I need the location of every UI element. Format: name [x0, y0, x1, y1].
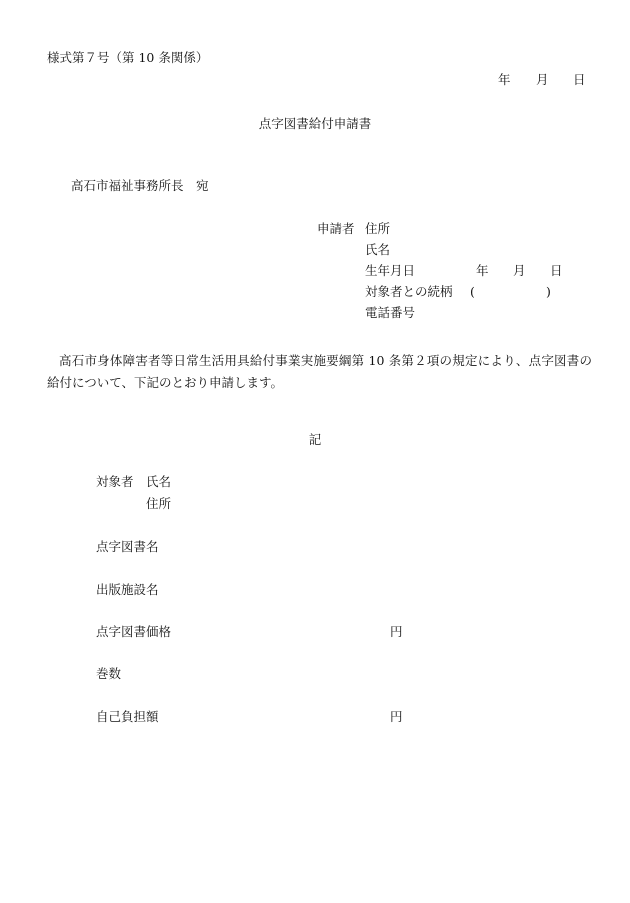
target-address-label: 住所: [146, 496, 172, 511]
date-day-label: 日: [573, 72, 586, 87]
applicant-name-label: 氏名: [365, 242, 391, 257]
birthdate-day-label: 日: [550, 263, 563, 278]
relationship-close-paren: ): [546, 284, 551, 299]
ki-heading: 記: [308, 432, 322, 447]
relationship-open-paren: (: [470, 284, 475, 299]
volumes-label: 巻数: [96, 666, 122, 681]
braille-book-title-label: 点字図書名: [96, 539, 159, 554]
self-pay-unit: 円: [390, 709, 403, 724]
applicant-phone-label: 電話番号: [365, 305, 416, 320]
addressee: 高石市福祉事務所長 宛: [71, 178, 209, 193]
birthdate-year-label: 年: [476, 263, 489, 278]
book-price-unit: 円: [390, 624, 403, 639]
document-title: 点字図書給付申請書: [258, 116, 372, 131]
relationship-label: 対象者との続柄: [365, 284, 453, 299]
date-month-label: 月: [536, 72, 549, 87]
target-person-label: 対象者: [96, 474, 134, 489]
self-pay-label: 自己負担額: [96, 709, 159, 724]
target-name-label: 氏名: [146, 474, 172, 489]
application-statement: 高石市身体障害者等日常生活用具給付事業実施要綱第 10 条第２項の規定により、点字図書の給付について、下記のとおり申請します。: [47, 353, 592, 390]
book-price-label: 点字図書価格: [96, 624, 172, 639]
date-year-label: 年: [498, 72, 511, 87]
form-number-label: 様式第７号（第 10 条関係）: [47, 50, 209, 65]
applicant-heading: 申請者: [317, 221, 355, 236]
birthdate-month-label: 月: [513, 263, 526, 278]
applicant-birthdate-label: 生年月日: [365, 263, 416, 278]
applicant-address-label: 住所: [365, 221, 391, 236]
publisher-label: 出版施設名: [96, 582, 159, 597]
